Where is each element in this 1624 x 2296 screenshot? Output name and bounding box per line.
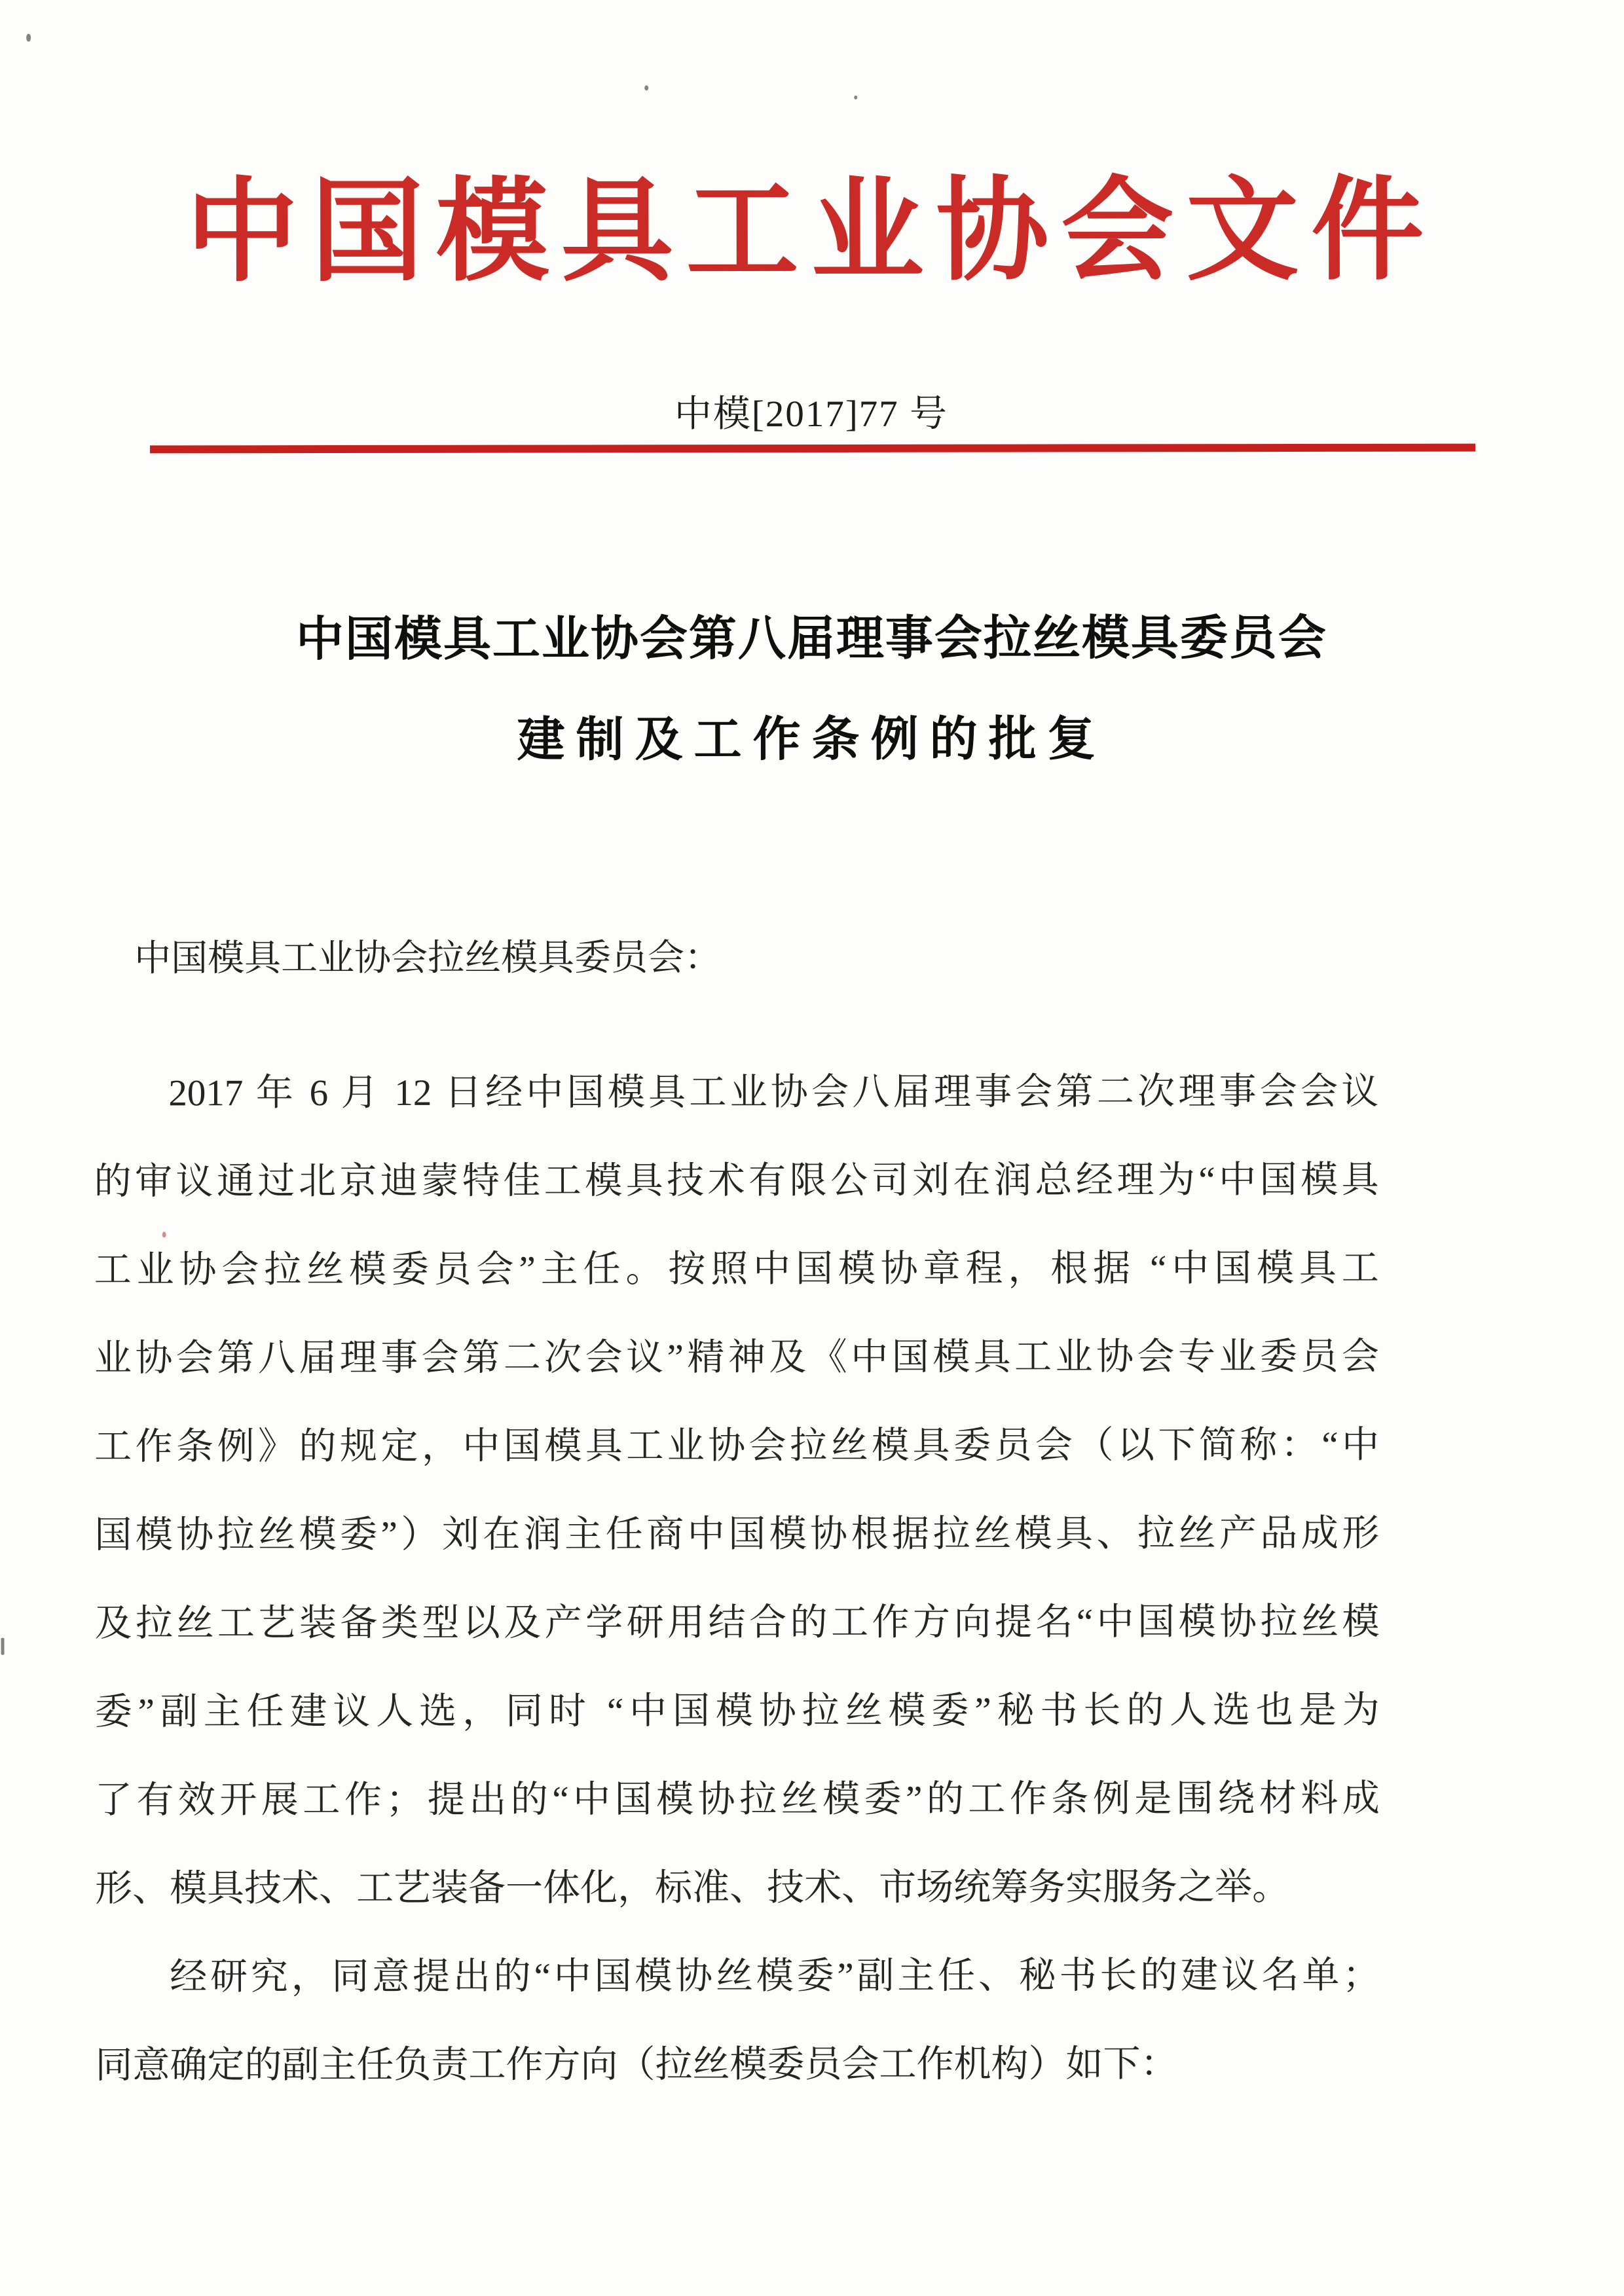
document-number: 中模[2017]77 号	[674, 393, 949, 435]
body-line: 了有效开展工作；提出的“中国模协拉丝模委”的工作条例是围绕材料成	[94, 1777, 1380, 1821]
body-line: 2017 年 6 月 12 日经中国模具工业协会八届理事会第二次理事会会议	[168, 1070, 1379, 1114]
body-line: 同意确定的副主任负责工作方向（拉丝模委员会工作机构）如下：	[95, 2043, 1178, 2086]
letterhead-divider-rule	[150, 444, 1475, 454]
body-line: 国模协拉丝模委”）刘在润主任商中国模协根据拉丝模具、拉丝产品成形	[94, 1512, 1380, 1556]
body-text-block	[94, 1048, 1380, 2110]
body-line: 的审议通过北京迪蒙特佳工模具技术有限公司刘在润总经理为“中国模具	[94, 1159, 1379, 1203]
body-line: 业协会第八届理事会第二次会议”精神及《中国模具工业协会专业委员会	[94, 1336, 1379, 1379]
document-title-line-1: 中国模具工业协会第八届理事会拉丝模具委员会	[295, 611, 1327, 666]
body-line: 工作条例》的规定，中国模具工业协会拉丝模具委员会（以下简称：“中	[94, 1424, 1380, 1468]
salutation: 中国模具工业协会拉丝模具委员会：	[134, 938, 722, 979]
scan-speckle	[162, 1231, 166, 1237]
body-line: 经研究，同意提出的“中国模协丝模委”副主任、秘书长的建议名单；	[170, 1954, 1380, 1998]
scan-speckle	[644, 85, 648, 90]
body-line: 工业协会拉丝模委员会”主任。按照中国模协章程，根据 “中国模具工	[94, 1247, 1379, 1291]
body-line: 及拉丝工艺装备类型以及产学研用结合的工作方向提名“中国模协拉丝模	[94, 1601, 1380, 1645]
scan-speckle	[1, 1638, 5, 1655]
scan-speckle	[26, 34, 31, 42]
scan-speckle	[854, 96, 857, 100]
body-line: 形、模具技术、工艺装备一体化，标准、技术、市场统筹务实服务之举。	[95, 1866, 1290, 1910]
body-line: 委”副主任建议人选，同时 “中国模协拉丝模委”秘书长的人选也是为	[94, 1689, 1380, 1733]
document-title-line-2: 建制及工作条例的批复	[517, 712, 1107, 767]
letterhead-org-title: 中国模具工业协会文件	[185, 169, 1437, 296]
